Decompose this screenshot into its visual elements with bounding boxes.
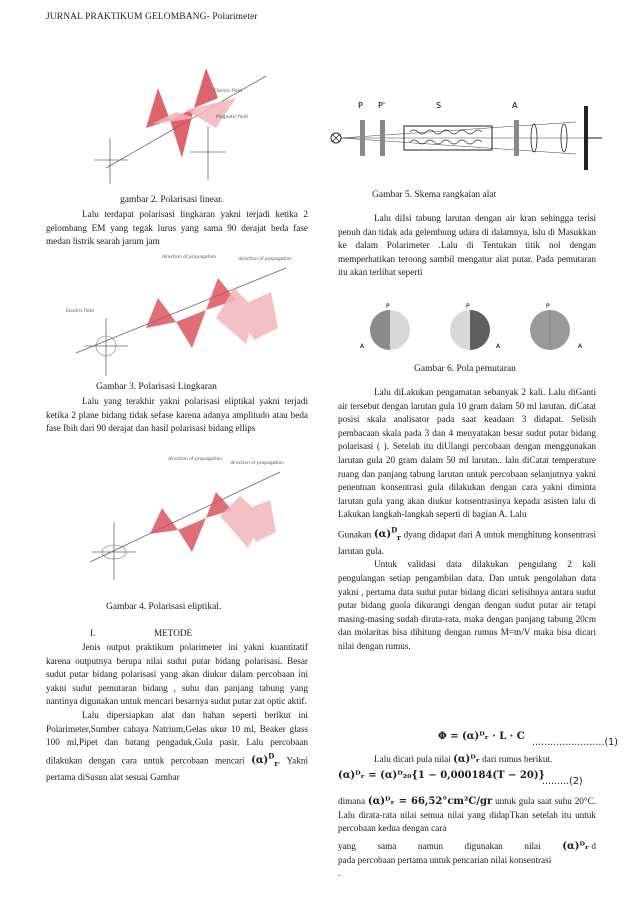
figure-2-linear-polarization xyxy=(86,68,286,188)
right-paragraph-1 xyxy=(338,212,596,280)
right-paragraph-6 xyxy=(338,840,596,881)
figure-6-caption: Gambar 6. Pola pemutaran xyxy=(414,364,516,374)
figure-3-circular-polarization xyxy=(66,248,296,378)
fig5-label-p-prime: P' xyxy=(378,101,386,110)
figure-3-label-c: Electric field xyxy=(66,309,94,314)
fig6-label-p1: P xyxy=(386,303,390,310)
section-heading xyxy=(46,627,308,641)
fig5-label-s: S xyxy=(436,101,442,110)
right-p5-pre: dimana xyxy=(338,796,366,806)
section-title: METODE xyxy=(154,628,193,638)
section-number: I. xyxy=(90,628,96,638)
left-p2-text: Lalu yang terakhir yakni polarisasi eliptikal yakni terjadi ketika 2 plane bidang tidak sefase karena adanya amplitudo atau beda fase Ibih dari 90 derajat dan hasil polarisasi bidang ellips xyxy=(46,396,308,434)
figure-4-elliptical-polarization xyxy=(80,452,290,582)
right-p6-end: . xyxy=(338,868,341,879)
fig5-label-a: A xyxy=(512,101,518,110)
right-p6-line2: pada percobaan pertama untuk pencarian nilai konsentrasi xyxy=(338,854,552,865)
right-p3-text: Untuk validasi data dilakukan pengulang 2 kali pengulangan setiap pengambilan data. Dan untuk pengolahan data yakni , pertama data sudut putar bidang dicari selisihnya antara sudut putar bidang guola dikurangi dengan dengan sudut putar air tetapi masing-masing sudah dirata-rata, maka dengan panjang tabung 20cm dan molaritas bisa dihitung dengan rumus M=m/V maka bisa dicari nilai dengan rumus. xyxy=(338,559,596,652)
figure-3-caption: Gambar 3. Polarisasi Lingkaran xyxy=(96,382,217,392)
figure-6-rotation-pattern xyxy=(346,302,596,358)
fig6-label-p3: P xyxy=(546,303,550,310)
fig6-label-p2: P xyxy=(466,303,470,310)
right-p4-pre: Lalu dicari pula nilai xyxy=(374,754,451,764)
figure-4-label-b: direction of propagation xyxy=(230,461,285,466)
left-p3-text: Jenis output praktikum polarimeter ini yakni kuantitatif karena outputnya berupa nilai sudut putar bidang polarisasi. Besar sudut putar bidang polarisasi yang akan diukur dalam percobaan ini yakni sudut pemutaran bidang , suhu dan panjang tabung yang nantinya digunakan untuk mencari besarnya sudut putar zat optic aktif. xyxy=(46,642,308,707)
figure-3-label-b: direction of propagation xyxy=(238,257,293,262)
equation-2: (α)ᴰᵣ = (α)ᴰ₂₀{1 − 0,000184(T − 20)} xyxy=(338,770,545,781)
right-paragraph-5 xyxy=(338,795,596,836)
figure-2-label-b: Magnetic field xyxy=(216,115,248,120)
left-paragraph-1 xyxy=(46,208,308,249)
left-paragraph-2 xyxy=(46,395,308,436)
right-p1-text: Lalu diIsi tabung larutan dengan air kran sehingga terisi penuh dan tidak ada gelembung udara di dalamnya, lslu di Masukkan ke dalam Polarimeter .Lalu di Tentukan titik nol dengan memperhatikan teroong sambil mengatur alat putar. Pada pemutaran itu akan terlihat seperti xyxy=(338,213,596,278)
right-paragraph-4 xyxy=(338,753,596,767)
fig5-label-p: P xyxy=(358,101,363,110)
fig6-circle-2 xyxy=(450,310,490,350)
left-p4 xyxy=(46,709,308,784)
right-p6-line1: yang sama namun digunakan nilai (α)ᴰᵣ d xyxy=(338,841,596,852)
figure-4-label-a: direction of propagation xyxy=(168,457,223,462)
figure-2-caption: gambar 2. Polarisasi linear. xyxy=(120,195,224,205)
left-p1-text: Lalu terdapat polarisasi lingkaran yakni terjadi ketika 2 gelombang EM yang tegak lurus yang sama 90 derajat beda fase medan listrik searah jarum jam xyxy=(46,209,308,247)
figure-5-apparatus-schematic xyxy=(326,96,602,174)
equation-1-number: ........................(1) xyxy=(532,737,618,748)
alpha-symbol-3: (α)ᴰᵣ xyxy=(453,754,480,765)
left-p4-tail: . Yakni pertama diSusun alat sesuai Gambar xyxy=(46,755,308,782)
right-p2b: Gunakan $(\alpha)^D_r$ dyang didapat dari A untuk menghitung konsentrasi larutan gula. xyxy=(338,525,596,556)
figure-4-caption: Gambar 4. Polarisasi eliptikal. xyxy=(106,602,222,612)
figure-3-label-a: direction of propagation xyxy=(162,255,217,260)
alpha-symbol: $(\alpha)^D_r$ xyxy=(251,751,279,769)
alpha-symbol-2: $(\alpha)^D_r$ xyxy=(373,525,401,543)
equation-3: (α)ᴰᵣ = 66,52°cm²C/gr xyxy=(367,796,493,807)
equation-2-number: .........(2) xyxy=(542,776,583,787)
fig6-label-a1: A xyxy=(360,343,365,350)
right-p2-text: Lalu diLakukan pengamatan sebanyak 2 kali. Lalu diGanti air tersebut dengan larutan gula 10 gram dalam 50 ml larutan. diCatat posisi skala analisator pada saat keadaan 3 didapat. Selisih pembacaan skala pada 3 dan 4 menyatakan besar sudut putar bidang polarisasi ( ). Setelah itu diUlangi percobaan dengan menggunakan larutan gula 20 gram dalam 50 ml larutan.. lalu diCatat temperature ruang dan panjang tabung larutan untuk percobaan selanjutnya yakni penentuan konsentrasi gula dilakukan dengan cara yakni diminta larutan gula yang akan diukur konsentrasinya kepada asisten lalu di Lakukan langkah-langkah seperti di bagian A. Lalu xyxy=(338,387,596,520)
left-p4-text: Lalu dipersiapkan alat dan bahan seperti berikut ini Polarimeter,Sumber cahaya Natrium,Gelas ukur 10 ml, Beaker glass 100 ml,Pipet dan batang pengaduk,Gula pasir. Lalu percobaan dilakukan dengan cara untuk percobaan mencari xyxy=(46,709,308,766)
left-paragraph-3 xyxy=(46,641,308,784)
figure-5-caption: Gambar 5. Skema rangkaian alat xyxy=(372,190,497,200)
fig6-label-a3: A xyxy=(578,343,583,350)
fig6-label-a2: A xyxy=(496,343,501,350)
equation-1: Φ = (α)ᴰᵣ · L · C xyxy=(438,731,525,742)
fig6-circle-1 xyxy=(370,310,410,350)
alpha-symbol-4: (α)ᴰᵣ xyxy=(562,841,590,852)
right-p4-post: dari rumus berikut. xyxy=(479,754,553,764)
fig6-circle-3 xyxy=(530,310,570,350)
right-paragraph-2 xyxy=(338,386,596,654)
right-p5-post: untuk gula saat suhu 20°C. Lalu dirata-rata nilai semua nilai yang didapTkan setelah itu untuk percobaan kedua dengan cara xyxy=(338,796,596,834)
running-header: JURNAL PRAKTIKUM GELOMBANG- Polarimeter xyxy=(46,12,258,22)
figure-2-label-a: Electric field xyxy=(214,89,242,94)
